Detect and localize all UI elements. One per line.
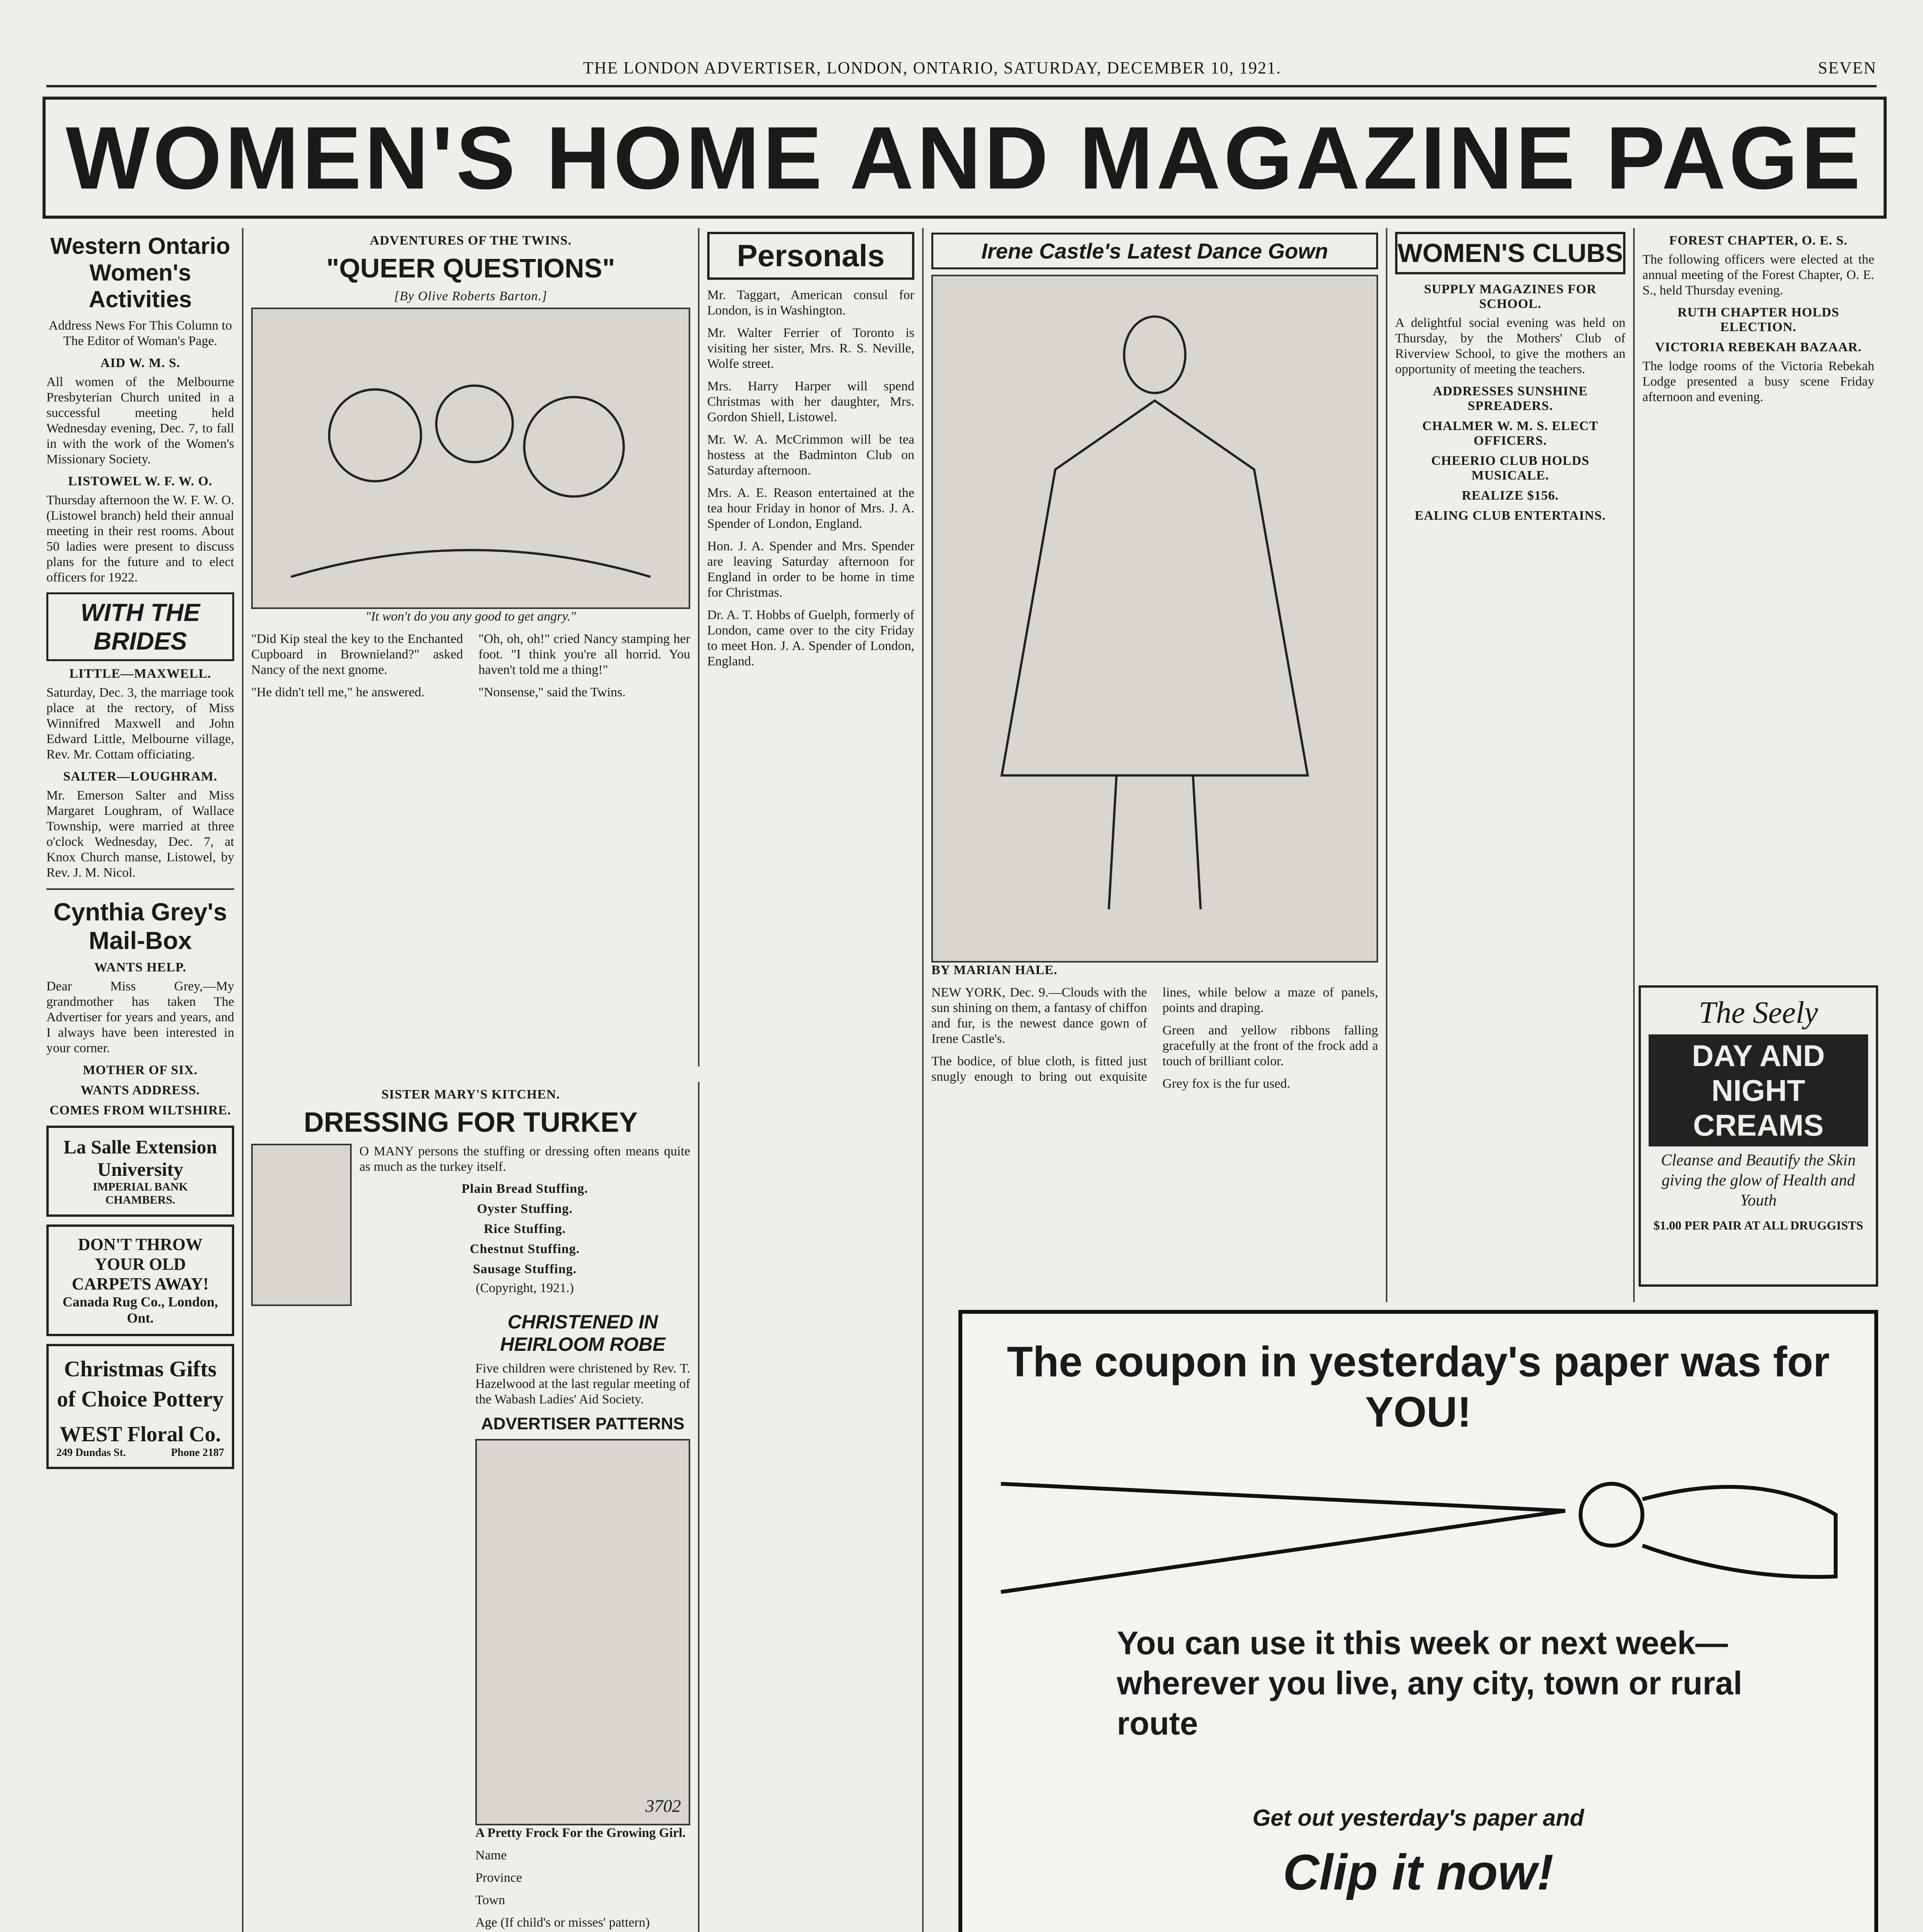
turkey-text: O MANY persons the stuffing or dressing often means quite as much as the turkey itself. bbox=[359, 1144, 690, 1174]
section-head-activities: Western Ontario Women's Activities bbox=[50, 233, 230, 312]
column-clubs bbox=[1395, 228, 1635, 1302]
subhead-oyster: Oyster Stuffing. bbox=[477, 1202, 573, 1216]
personal-6: Hon. J. A. Spender and Mrs. Spender are leaving Saturday afternoon for England in order to be home in time for Christmas. bbox=[707, 539, 914, 600]
twins-byline: [By Olive Roberts Barton.] bbox=[394, 289, 548, 303]
subhead-mother: MOTHER OF SIX. bbox=[83, 1063, 198, 1077]
coupon-use: You can use it this week or next week— wherever you live, any city, town or rural route bbox=[1117, 1625, 1743, 1742]
gnome-cartoon-graphic bbox=[253, 309, 689, 607]
carpets-ad bbox=[46, 1225, 234, 1336]
subhead-little: LITTLE—MAXWELL. bbox=[69, 667, 211, 681]
subhead-chestnut: Chestnut Stuffing. bbox=[470, 1242, 580, 1256]
patterns-head: ADVERTISER PATTERNS bbox=[481, 1414, 685, 1433]
folio-dateline: THE LONDON ADVERTISER, LONDON, ONTARIO, SATURDAY, DECEMBER 10, 1921. bbox=[583, 58, 1281, 77]
turkey-copyright: (Copyright, 1921.) bbox=[475, 1281, 574, 1295]
form-name[interactable]: Name bbox=[475, 1848, 507, 1862]
subhead-wiltshire: COMES FROM WILTSHIRE. bbox=[49, 1103, 231, 1117]
wants-help-text: Dear Miss Grey,—My grandmother has taken The Advertiser for years and years, and I always have been interested in your corner. bbox=[46, 979, 234, 1055]
column-chapters bbox=[1642, 228, 1882, 970]
twins-p1: "Did Kip steal the key to the Enchanted Cupboard in Brownieland?" asked Nancy of the next gnome. bbox=[251, 632, 463, 677]
coupon-head: The coupon in yesterday's paper was for YOU! bbox=[1007, 1338, 1830, 1436]
form-age[interactable]: Age (If child's or misses' pattern) bbox=[475, 1915, 650, 1930]
page-number: SEVEN bbox=[1818, 58, 1877, 77]
subhead-bread: Plain Bread Stuffing. bbox=[461, 1182, 588, 1196]
pottery-ad bbox=[46, 1344, 234, 1469]
pattern-caption: A Pretty Frock For the Growing Girl. bbox=[475, 1826, 686, 1840]
personal-5: Mrs. A. E. Reason entertained at the tea hour Friday in honor of Mrs. J. A. Spender of London, England. bbox=[707, 486, 914, 531]
column-activities bbox=[46, 228, 243, 1932]
personal-2: Mr. Walter Ferrier of Toronto is visiting her sister, Mrs. R. S. Neville, Wolfe street. bbox=[707, 326, 914, 371]
divider bbox=[46, 888, 234, 890]
seely-brand: The Seely bbox=[1698, 996, 1818, 1030]
forest-text: The following officers were elected at the annual meeting of the Forest Chapter, O. E. S., held Thursday evening. bbox=[1642, 252, 1874, 298]
form-province[interactable]: Province bbox=[475, 1871, 522, 1885]
listowel-text: Thursday afternoon the W. F. W. O. (Listowel branch) held their annual meeting in their rest rooms. About 50 ladies were present to discuss plans for the future and to elect officers for 1922. bbox=[46, 493, 234, 585]
personals-head: Personals bbox=[707, 232, 914, 280]
column-personals bbox=[707, 228, 924, 1932]
subhead-sunshine: ADDRESSES SUNSHINE SPREADERS. bbox=[1433, 384, 1588, 413]
gown-figure-graphic bbox=[933, 276, 1377, 961]
twins-p2: "He didn't tell me," he answered. bbox=[251, 685, 425, 699]
scissors-icon bbox=[985, 1453, 1851, 1615]
mailbox-head: Cynthia Grey's Mail-Box bbox=[53, 898, 227, 954]
twins-kicker: ADVENTURES OF THE TWINS. bbox=[369, 233, 572, 248]
twins-p3: "Oh, oh, oh!" cried Nancy stamping her foot. "I think you're all horrid. You haven't told me a thing!" bbox=[478, 632, 690, 677]
subhead-victoria: VICTORIA REBEKAH BAZAAR. bbox=[1655, 340, 1862, 354]
subhead-salter: SALTER—LOUGHRAM. bbox=[63, 769, 218, 784]
lasalle-ad bbox=[46, 1126, 234, 1217]
subhead-rice: Rice Stuffing. bbox=[483, 1222, 566, 1236]
page-banner bbox=[43, 97, 1887, 219]
personal-4: Mr. W. A. McCrimmon will be tea hostess at the Badminton Club on Saturday afternoon. bbox=[707, 432, 914, 478]
kitchen-kicker: SISTER MARY'S KITCHEN. bbox=[381, 1087, 560, 1102]
carpets-company: Canada Rug Co., London, Ont. bbox=[62, 1294, 218, 1326]
subhead-supply: SUPPLY MAGAZINES FOR SCHOOL. bbox=[1424, 282, 1597, 311]
subhead-ealing: EALING CLUB ENTERTAINS. bbox=[1414, 509, 1606, 523]
subhead-address: WANTS ADDRESS. bbox=[80, 1083, 200, 1097]
christened-text: Five children were christened by Rev. T. Hazelwood at the last regular meeting of the Wabash Ladies' Aid Society. bbox=[475, 1361, 690, 1406]
subhead-realize: REALIZE $156. bbox=[1462, 488, 1559, 503]
page-title: WOMEN'S HOME AND MAGAZINE PAGE bbox=[66, 108, 1863, 207]
lasalle-address: IMPERIAL BANK CHAMBERS. bbox=[93, 1180, 188, 1206]
personal-3: Mrs. Harry Harper will spend Christmas with her daughter, Mrs. Gordon Shiell, Listowel. bbox=[707, 379, 914, 424]
frock-illustration bbox=[475, 1439, 690, 1825]
irene-dateline: NEW YORK, Dec. 9.—Clouds with the sun shining on them, a fantasy of chiffon and fur, is the newest dance gown of Irene Castle's. bbox=[931, 985, 1147, 1046]
form-town[interactable]: Town bbox=[475, 1893, 505, 1907]
florist-name: WEST Floral Co. bbox=[60, 1422, 221, 1446]
personal-1: Mr. Taggart, American consul for London, is in Washington. bbox=[707, 288, 914, 318]
subhead-cheerio: CHEERIO CLUB HOLDS MUSICALE. bbox=[1431, 454, 1589, 483]
seely-price: $1.00 PER PAIR AT ALL DRUGGISTS bbox=[1653, 1218, 1863, 1232]
little-text: Saturday, Dec. 3, the marriage took place at the rectory, of Miss Winnifred Maxwell and John Edward Little, Melbourne village, Rev. Mr. Cottam officiating. bbox=[46, 685, 234, 762]
folio-line bbox=[46, 58, 1877, 87]
dance-gown-illustration bbox=[931, 275, 1378, 963]
activities-note: Address News For This Column to The Editor of Woman's Page. bbox=[48, 318, 232, 348]
pattern-number: 3702 bbox=[645, 1796, 681, 1816]
twins-head: "QUEER QUESTIONS" bbox=[326, 253, 615, 283]
personal-7: Dr. A. T. Hobbs of Guelph, formerly of London, came over to the city Friday to meet Hon. J. A. Spender of London, England. bbox=[707, 608, 914, 668]
florist-address: 249 Dundas St. bbox=[56, 1447, 126, 1459]
seely-product: DAY AND NIGHT CREAMS bbox=[1649, 1034, 1868, 1146]
subhead-chalmer: CHALMER W. M. S. ELECT OFFICERS. bbox=[1422, 419, 1598, 448]
brides-head: WITH THE BRIDES bbox=[46, 592, 234, 661]
twins-p4: "Nonsense," said the Twins. bbox=[478, 685, 626, 699]
coupon-clip: Clip it now! bbox=[1283, 1844, 1554, 1900]
subhead-sausage: Sausage Stuffing. bbox=[473, 1262, 577, 1276]
aid-text: All women of the Melbourne Presbyterian Church united in a successful meeting held Wednesday evening, Dec. 7, to fall in with the work of the Women's Missionary Society. bbox=[46, 375, 234, 466]
column-patterns bbox=[475, 1306, 699, 1932]
column-twins bbox=[251, 228, 699, 1066]
subhead-forest: FOREST CHAPTER, O. E. S. bbox=[1669, 233, 1848, 248]
lasalle-name: La Salle Extension University bbox=[63, 1136, 217, 1180]
florist-phone: Phone 2187 bbox=[171, 1447, 224, 1459]
subhead-aid: AID W. M. S. bbox=[100, 356, 180, 370]
supply-text: A delightful social evening was held on Thursday, by the Mothers' Club of Riverview School, to give the mothers an opportunity of meeting the teachers. bbox=[1395, 316, 1625, 376]
column-irene-castle bbox=[931, 228, 1387, 1302]
victoria-text: The lodge rooms of the Victoria Rebekah Lodge presented a busy scene Friday afternoon and evening. bbox=[1642, 359, 1874, 404]
scissors-hand-illustration bbox=[985, 1453, 1851, 1615]
irene-byline: BY MARIAN HALE. bbox=[931, 963, 1058, 977]
seely-tagline: Cleanse and Beautify the Skin giving the glow of Health and Youth bbox=[1661, 1151, 1856, 1209]
turkey-head: DRESSING FOR TURKEY bbox=[303, 1107, 638, 1138]
subhead-ruth: RUTH CHAPTER HOLDS ELECTION. bbox=[1677, 305, 1840, 334]
irene-p1: The bodice, of blue cloth, is fitted just snugly enough to bring out exquisite lines, while below a maze of panels, points and draping. bbox=[931, 985, 1378, 1084]
cook-illustration bbox=[251, 1144, 352, 1306]
irene-head: Irene Castle's Latest Dance Gown bbox=[931, 233, 1378, 269]
christened-head: CHRISTENED IN HEIRLOOM ROBE bbox=[500, 1311, 665, 1355]
subhead-wants-help: WANTS HELP. bbox=[94, 960, 187, 975]
clubs-head: WOMEN'S CLUBS bbox=[1395, 232, 1625, 274]
seely-ad bbox=[1639, 985, 1878, 1287]
irene-p2: Green and yellow ribbons falling gracefully at the front of the frock add a touch of brilliant color. bbox=[1162, 1023, 1378, 1068]
salter-text: Mr. Emerson Salter and Miss Margaret Loughram, of Wallace Township, were married at three o'clock Wednesday, Dec. 7, at Knox Church manse, Listowel, by Rev. J. M. Nicol. bbox=[46, 788, 234, 880]
coupon-ad bbox=[958, 1310, 1878, 1932]
irene-p3: Grey fox is the fur used. bbox=[1162, 1077, 1290, 1091]
carpets-head: DON'T THROW YOUR OLD CARPETS AWAY! bbox=[71, 1235, 209, 1293]
subhead-listowel: LISTOWEL W. F. W. O. bbox=[68, 474, 213, 488]
pottery-head: Christmas Gifts of Choice Pottery bbox=[57, 1356, 224, 1412]
coupon-getout: Get out yesterday's paper and bbox=[1253, 1805, 1584, 1831]
twins-illustration bbox=[251, 308, 690, 609]
twins-caption: "It won't do you any good to get angry." bbox=[365, 609, 576, 624]
